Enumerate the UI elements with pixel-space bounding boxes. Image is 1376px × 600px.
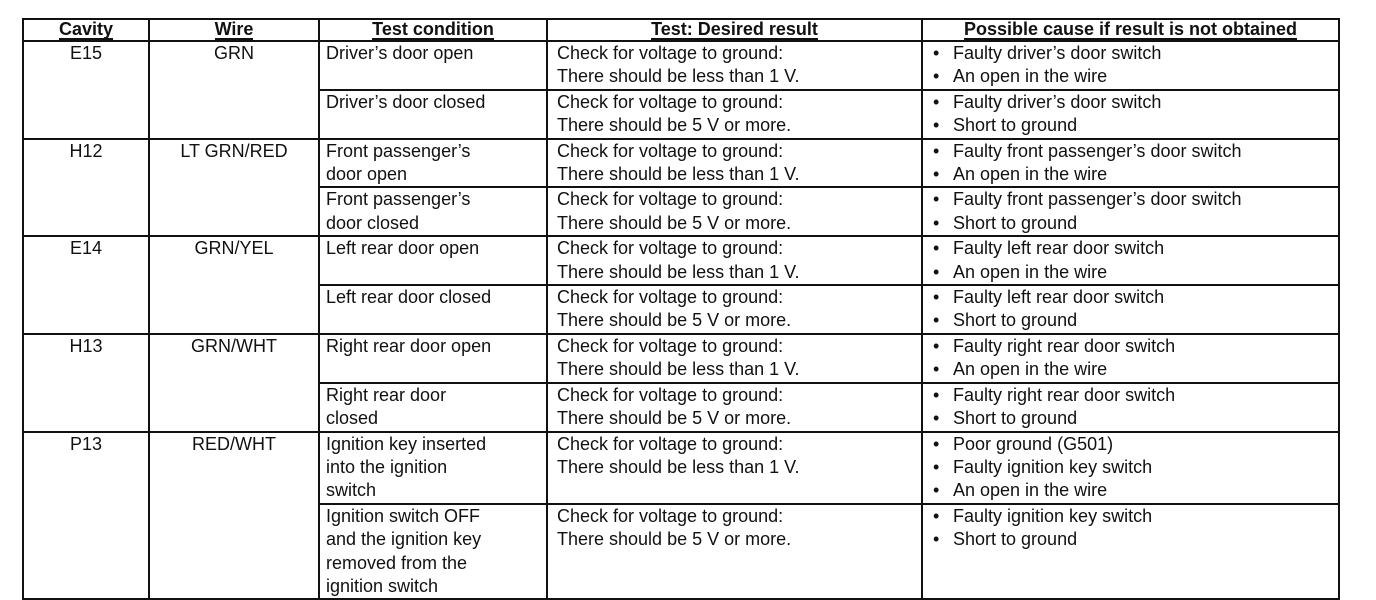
bullet-icon: • bbox=[933, 505, 940, 526]
wire-color: GRN/WHT bbox=[191, 335, 277, 356]
cause-item bbox=[933, 65, 1338, 88]
header-row bbox=[23, 19, 1339, 41]
desired-result-cell bbox=[547, 187, 922, 236]
cause-item bbox=[933, 358, 1338, 381]
wire-cell bbox=[149, 432, 319, 600]
cause-item bbox=[933, 237, 1338, 260]
text: ignition switch bbox=[326, 575, 439, 596]
bullet-icon: • bbox=[933, 91, 940, 112]
text: There should be 5 V or more. bbox=[557, 310, 792, 331]
test-condition-cell bbox=[319, 139, 547, 188]
cavity-id: H13 bbox=[69, 335, 103, 356]
text: An open in the wire bbox=[953, 164, 1108, 185]
text-line bbox=[326, 433, 546, 456]
text-line bbox=[326, 505, 546, 528]
wire-cell bbox=[149, 334, 319, 432]
text: Short to ground bbox=[953, 115, 1078, 136]
text-line bbox=[557, 335, 921, 358]
bullet-icon: • bbox=[933, 456, 940, 477]
cavity-id: E14 bbox=[69, 238, 103, 259]
cavity-cell bbox=[23, 432, 149, 600]
text-line bbox=[326, 140, 546, 163]
cause-item bbox=[933, 528, 1338, 551]
possible-cause-cell bbox=[922, 139, 1339, 188]
header-test-condition: Test condition bbox=[319, 19, 547, 41]
wire-color: RED/WHT bbox=[192, 433, 276, 454]
table-row bbox=[23, 41, 1339, 90]
text: There should be less than 1 V. bbox=[557, 164, 800, 185]
text: Poor ground (G501) bbox=[953, 433, 1114, 454]
text: Ignition key inserted bbox=[326, 433, 487, 454]
text-line bbox=[326, 552, 546, 575]
text: switch bbox=[326, 480, 377, 501]
wire-color: GRN bbox=[214, 43, 254, 63]
desired-result-cell bbox=[547, 41, 922, 90]
header-cavity: Cavity bbox=[23, 19, 149, 41]
text: Check for voltage to ground: bbox=[557, 384, 784, 405]
text-line bbox=[557, 163, 921, 186]
bullet-icon: • bbox=[933, 189, 940, 210]
text: There should be 5 V or more. bbox=[557, 212, 792, 233]
bullet-icon: • bbox=[933, 287, 940, 308]
text: Check for voltage to ground: bbox=[557, 287, 784, 308]
text: Faulty driver’s door switch bbox=[953, 91, 1162, 112]
text-line bbox=[557, 286, 921, 309]
text-line bbox=[326, 163, 546, 186]
cause-item bbox=[933, 456, 1338, 479]
text-line bbox=[326, 91, 546, 114]
possible-cause-cell bbox=[922, 41, 1339, 90]
text: An open in the wire bbox=[953, 359, 1108, 380]
text: into the ignition bbox=[326, 456, 448, 477]
test-condition-cell bbox=[319, 187, 547, 236]
text: closed bbox=[326, 408, 379, 429]
desired-result-cell bbox=[547, 504, 922, 600]
bullet-icon: • bbox=[933, 115, 940, 136]
text: Front passenger’s bbox=[326, 189, 471, 210]
table-body bbox=[23, 41, 1339, 599]
text: Short to ground bbox=[953, 408, 1078, 429]
text-line bbox=[326, 575, 546, 598]
wire-cell bbox=[149, 236, 319, 334]
cavity-id: H12 bbox=[69, 140, 103, 161]
text-line bbox=[557, 212, 921, 235]
test-condition-cell bbox=[319, 41, 547, 90]
bullet-icon: • bbox=[933, 335, 940, 356]
wire-color: GRN/YEL bbox=[194, 238, 274, 259]
text: Faulty ignition key switch bbox=[953, 456, 1153, 477]
bullet-icon: • bbox=[933, 529, 940, 550]
cause-item bbox=[933, 286, 1338, 309]
text-line bbox=[326, 335, 546, 358]
cause-item bbox=[933, 188, 1338, 211]
text: Right rear door bbox=[326, 384, 447, 405]
text: Faulty right rear door switch bbox=[953, 384, 1176, 405]
text: Short to ground bbox=[953, 529, 1078, 550]
text-line bbox=[557, 358, 921, 381]
text: door open bbox=[326, 164, 408, 185]
text: Left rear door open bbox=[326, 238, 480, 259]
text-line bbox=[557, 140, 921, 163]
text: An open in the wire bbox=[953, 66, 1108, 87]
text-line bbox=[326, 384, 546, 407]
text-line bbox=[557, 528, 921, 551]
cause-item bbox=[933, 505, 1338, 528]
possible-cause-cell bbox=[922, 504, 1339, 600]
text: Faulty left rear door switch bbox=[953, 287, 1165, 308]
text-line bbox=[557, 433, 921, 456]
text-line bbox=[326, 456, 546, 479]
cause-item bbox=[933, 163, 1338, 186]
text: Faulty left rear door switch bbox=[953, 238, 1165, 259]
bullet-icon: • bbox=[933, 384, 940, 405]
text: Faulty front passenger’s door switch bbox=[953, 140, 1242, 161]
table-row bbox=[23, 236, 1339, 285]
cause-item bbox=[933, 335, 1338, 358]
possible-cause-cell bbox=[922, 285, 1339, 334]
bullet-icon: • bbox=[933, 433, 940, 454]
text: Faulty right rear door switch bbox=[953, 335, 1176, 356]
desired-result-cell bbox=[547, 334, 922, 383]
cavity-id: P13 bbox=[69, 433, 103, 454]
desired-result-cell bbox=[547, 383, 922, 432]
test-condition-cell bbox=[319, 236, 547, 285]
possible-cause-cell bbox=[922, 90, 1339, 139]
text: There should be 5 V or more. bbox=[557, 115, 792, 136]
text: Faulty front passenger’s door switch bbox=[953, 189, 1242, 210]
possible-cause-cell bbox=[922, 383, 1339, 432]
text: Check for voltage to ground: bbox=[557, 43, 784, 63]
text-line bbox=[557, 456, 921, 479]
text-line bbox=[326, 212, 546, 235]
wire-cell bbox=[149, 139, 319, 237]
bullet-icon: • bbox=[933, 310, 940, 331]
bullet-icon: • bbox=[933, 408, 940, 429]
bullet-icon: • bbox=[933, 66, 940, 87]
cause-item bbox=[933, 42, 1338, 65]
desired-result-cell bbox=[547, 432, 922, 504]
text: Faulty driver’s door switch bbox=[953, 43, 1162, 63]
cavity-cell bbox=[23, 139, 149, 237]
text: Check for voltage to ground: bbox=[557, 433, 784, 454]
cause-item bbox=[933, 433, 1338, 456]
text: Front passenger’s bbox=[326, 140, 471, 161]
bullet-icon: • bbox=[933, 238, 940, 259]
desired-result-cell bbox=[547, 285, 922, 334]
door-switch-test-table bbox=[22, 18, 1340, 600]
text-line bbox=[326, 188, 546, 211]
text: An open in the wire bbox=[953, 480, 1108, 501]
text: There should be less than 1 V. bbox=[557, 66, 800, 87]
text: Check for voltage to ground: bbox=[557, 238, 784, 259]
possible-cause-cell bbox=[922, 236, 1339, 285]
cavity-id: E15 bbox=[69, 43, 103, 63]
test-condition-cell bbox=[319, 504, 547, 600]
wire-cell bbox=[149, 41, 319, 139]
text-line bbox=[557, 42, 921, 65]
text-line bbox=[557, 237, 921, 260]
text-line bbox=[326, 286, 546, 309]
text-line bbox=[557, 309, 921, 332]
text: Check for voltage to ground: bbox=[557, 505, 784, 526]
bullet-icon: • bbox=[933, 164, 940, 185]
cause-item bbox=[933, 261, 1338, 284]
bullet-icon: • bbox=[933, 140, 940, 161]
text: Ignition switch OFF bbox=[326, 505, 481, 526]
text: removed from the bbox=[326, 552, 468, 573]
text: Right rear door open bbox=[326, 335, 492, 356]
diagnostic-table-sheet bbox=[22, 18, 1338, 600]
text: Short to ground bbox=[953, 212, 1078, 233]
text-line bbox=[557, 65, 921, 88]
text-line bbox=[557, 384, 921, 407]
text-line bbox=[326, 479, 546, 502]
cavity-cell bbox=[23, 334, 149, 432]
text-line bbox=[557, 505, 921, 528]
cavity-cell bbox=[23, 236, 149, 334]
test-condition-cell bbox=[319, 432, 547, 504]
cause-item bbox=[933, 114, 1338, 137]
test-condition-cell bbox=[319, 285, 547, 334]
wire-color: LT GRN/RED bbox=[180, 140, 288, 161]
text: and the ignition key bbox=[326, 529, 482, 550]
text: There should be 5 V or more. bbox=[557, 529, 792, 550]
cause-item bbox=[933, 140, 1338, 163]
text-line bbox=[326, 407, 546, 430]
text-line bbox=[326, 528, 546, 551]
header-possible-cause: Possible cause if result is not obtained bbox=[922, 19, 1339, 41]
bullet-icon: • bbox=[933, 480, 940, 501]
text: Left rear door closed bbox=[326, 287, 492, 308]
text: Check for voltage to ground: bbox=[557, 140, 784, 161]
text: There should be less than 1 V. bbox=[557, 261, 800, 282]
cause-item bbox=[933, 479, 1338, 502]
text: Check for voltage to ground: bbox=[557, 91, 784, 112]
bullet-icon: • bbox=[933, 212, 940, 233]
text: There should be less than 1 V. bbox=[557, 456, 800, 477]
text: Driver’s door open bbox=[326, 43, 474, 63]
text-line bbox=[557, 114, 921, 137]
text: There should be less than 1 V. bbox=[557, 359, 800, 380]
possible-cause-cell bbox=[922, 432, 1339, 504]
table-row bbox=[23, 139, 1339, 188]
table-row bbox=[23, 432, 1339, 504]
text-line bbox=[326, 237, 546, 260]
header-wire: Wire bbox=[149, 19, 319, 41]
text: door closed bbox=[326, 212, 420, 233]
test-condition-cell bbox=[319, 383, 547, 432]
cause-item bbox=[933, 91, 1338, 114]
text: Short to ground bbox=[953, 310, 1078, 331]
text-line bbox=[557, 91, 921, 114]
desired-result-cell bbox=[547, 139, 922, 188]
text-line bbox=[557, 188, 921, 211]
table-row bbox=[23, 334, 1339, 383]
cause-item bbox=[933, 212, 1338, 235]
bullet-icon: • bbox=[933, 359, 940, 380]
desired-result-cell bbox=[547, 90, 922, 139]
cause-item bbox=[933, 384, 1338, 407]
header-desired-result: Test: Desired result bbox=[547, 19, 922, 41]
text-line bbox=[326, 42, 546, 65]
text: Check for voltage to ground: bbox=[557, 335, 784, 356]
text: There should be 5 V or more. bbox=[557, 408, 792, 429]
cavity-cell bbox=[23, 41, 149, 139]
text: An open in the wire bbox=[953, 261, 1108, 282]
desired-result-cell bbox=[547, 236, 922, 285]
test-condition-cell bbox=[319, 334, 547, 383]
cause-item bbox=[933, 309, 1338, 332]
possible-cause-cell bbox=[922, 334, 1339, 383]
text: Check for voltage to ground: bbox=[557, 189, 784, 210]
text-line bbox=[557, 261, 921, 284]
cause-item bbox=[933, 407, 1338, 430]
text: Faulty ignition key switch bbox=[953, 505, 1153, 526]
possible-cause-cell bbox=[922, 187, 1339, 236]
test-condition-cell bbox=[319, 90, 547, 139]
text: Driver’s door closed bbox=[326, 91, 486, 112]
bullet-icon: • bbox=[933, 261, 940, 282]
text-line bbox=[557, 407, 921, 430]
bullet-icon: • bbox=[933, 43, 940, 63]
